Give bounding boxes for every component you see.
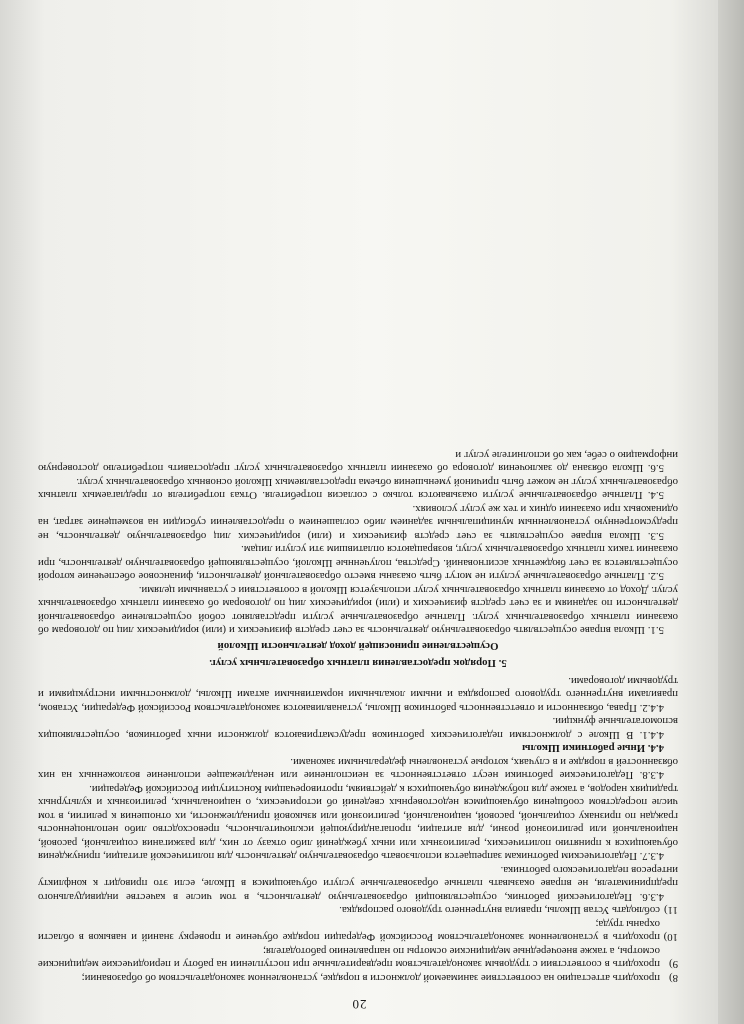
- paragraph-5-4: 5.4. Платные образовательные услуги оказываются только с согласия потребителя. Отказ потребителя от предлагаемых платных образовательных услуг не может быть причиной уменьшения объема предоставляемых Школой основных образовательных услуг.: [38, 476, 678, 502]
- section-5-subheading: Осуществление приносящей доход деятельности Школой: [217, 640, 499, 652]
- list-item: [38, 903, 678, 917]
- list-item: [38, 971, 678, 985]
- list-number: 10): [663, 931, 678, 944]
- paragraph-4-4-1: 4.4.1. В Школе с должностями педагогических работников предусматриваются должности иных работников, осуществляющих вспомогательные функции.: [38, 715, 678, 741]
- list-text: соблюдать Устав Школы, правила внутреннего трудового распорядка.: [339, 904, 660, 917]
- paragraph-4-3-7: 4.3.7. Педагогическим работникам запрещается использовать образовательную деятельность для политической агитации, принуждения обучающихся к принятию политических, религиозных или иных убеждений либо отказу от них, для разжигания социальной, расовой, национальной или религиозной розни, для агитации, пропагандирующей исключительность, превосходство либо неполноценность граждан по признаку социальной, расовой, национальной, религиозной или языковой принадлежности, их отношения к религии, в том числе посредством сообщения обучающимся недостоверных сведений об исторических, о национальных, религиозных и культурных традициях народов, а также для побуждения обучающихся к действиям, противоречащим Конституции Российской Федерации.: [38, 783, 678, 863]
- paragraph-5-2: 5.2. Платные образовательные услуги не могут быть оказаны вместо образовательной деятельности, финансовое обеспечение которой осуществляется за счет бюджетных ассигнований. Средства, полученные Школой, осуществляющей образовательную деятельность, при оказании таких платных образовательных услуг, возвращаются оплатившим эти услуги лицам.: [38, 543, 678, 583]
- list-text: проходить аттестацию на соответствие занимаемой должности в порядке, установленном законодательством об образовании;: [81, 972, 660, 984]
- list-number: 8): [669, 972, 678, 984]
- paragraph-4-4-2: 4.4.2. Права, обязанности и ответственность работников Школы, устанавливаются законодательством Российской Федерации, Уставом, правилами внутреннего трудового распорядка и иными локальными нормативными актами Школы, должностными инструкциями и трудовыми договорами.: [38, 675, 678, 714]
- list-text: проходить в установленном законодательством Российской Федерации порядке обучение и проверку знаний и навыков в области охраны труда;: [38, 918, 660, 944]
- list-number: 9): [669, 958, 678, 971]
- document-body: [38, 448, 678, 985]
- paragraph-5-3: 5.3. Школа вправе осуществлять за счет средств физических и (или) юридических лиц образовательную деятельность, не предусмотренную установленным муниципальным заданием либо соглашением о предоставлении субсидии на возмещение затрат, на одинаковых при оказании одних и тех же услуг условиях.: [38, 503, 678, 542]
- paragraph-5-1: 5.1. Школа вправе осуществлять образовательную деятельность за счет средств физических и (или) юридических лиц по договорам об оказании платных образовательных услуг. Платные образовательные услуги представляют собой осуществление образовательной деятельности по заданиям и за счет средств физических и (или) юридических лиц по договорам об оказании платных образовательных услуг. Доход от оказания платных образовательных услуг используется Школой в соответствии с уставными целями.: [38, 584, 678, 637]
- section-5-heading: 5. Порядок предоставления платных образовательных услуг.: [209, 657, 507, 670]
- paragraph-5-6: 5.6. Школа обязана до заключения договора об оказании платных образовательных услуг предоставить потребителю достоверную информацию о себе, как об исполнителе услуг и: [38, 449, 678, 475]
- paragraph-4-3-8: 4.3.8. Педагогические работники несут ответственность за неисполнение или ненадлежащее исполнение возложенных на них обязанностей в порядке и в случаях, которые установлены федеральными законами.: [38, 756, 678, 782]
- page-number: 20: [351, 997, 367, 1012]
- list-text: проходить в соответствии с трудовым законодательством предварительные при поступлении на работу и периодические медицинские осмотры, а также внеочередные медицинские осмотры по направлению работодателя;: [38, 945, 660, 971]
- list-item: [38, 944, 678, 971]
- paragraph-4-3-6: 4.3.6. Педагогический работник, осуществляющий образовательную деятельность, в том числе в качестве индивидуального предпринимателя, не вправе оказывать платные образовательные услуги обучающимся в Школе, если это приводит к конфликту интересов педагогического работника.: [38, 864, 678, 903]
- list-number: 11): [664, 904, 678, 917]
- subheading-4-4: 4.4. Иные работники Школы: [522, 742, 664, 755]
- scanner-edge: [718, 0, 744, 1024]
- list-item: [38, 917, 678, 944]
